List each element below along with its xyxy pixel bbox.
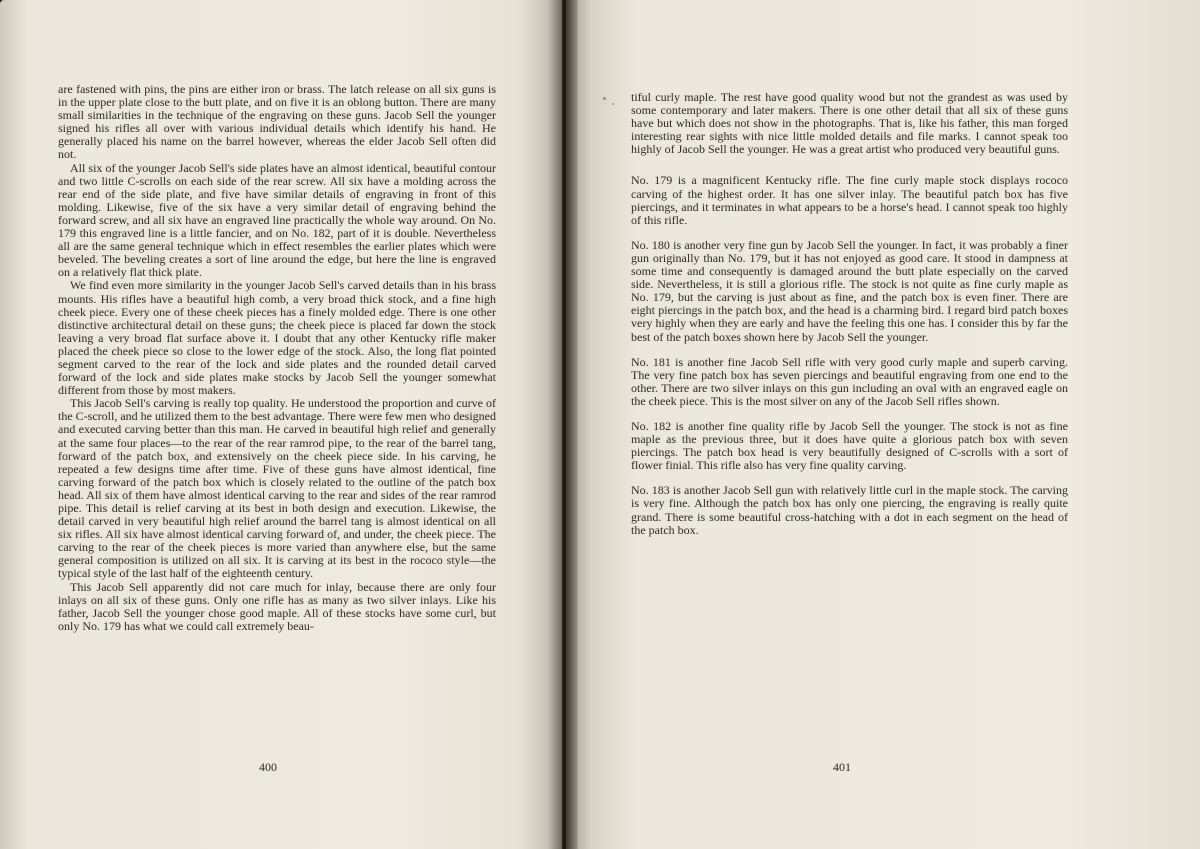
book-gutter (548, 0, 578, 849)
right-page-body (631, 91, 1068, 549)
paragraph: This Jacob Sell apparently did not care much for inlay, because there are only four inlays on all six of these guns. Only one rifle has as many as two silver inlays. Like his father, Jacob Sell the younger chose good maple. All of these stocks have some curl, but only No. 179 has what we could call extremely beau- (58, 579, 496, 633)
left-page-body (58, 83, 496, 633)
left-page (0, 0, 562, 849)
paper-speck (603, 97, 606, 100)
paragraph: This Jacob Sell's carving is really top quality. He understood the proportion and curve of the C-scroll, and he utilized them to the best advantage. There were few men who designed and executed carving better than this man. He carved in beautiful high relief and generally at the same four places—to the rear of the rear ramrod pipe, to the rear of the barrel tang, forward of the patch box, and extensively on the cheek piece side. In his carving, he repeated a few designs time after time. Five of these guns have almost identical, fine carving forward of the patch box which is closely related to the outline of the patch box head. All six of them have almost identical carving to the rear and sides of the rear ramrod pipe. This detail is relief carving at its best in both design and execution. Likewise, the detail carved in very beautiful high relief around the barrel tang is almost identical on all six rifles. All six have almost identical carving forward of, and under, the cheek piece. The carving to the rear of the cheek pieces is more varied than anywhere else, but the same general composition is utilized on all six. It is carving at its best in the rococo style—the typical style of the last half of the eighteenth century. (58, 396, 496, 581)
paper-speck (612, 103, 614, 105)
paragraph: No. 180 is another very fine gun by Jacob Sell the younger. In fact, it was probably a finer gun originally than No. 179, but it has not enjoyed as good care. It stood in dampness at some time and consequently is damaged around the butt plate especially on the carved side. Nevertheless, it is still a glorious rifle. The stock is not quite as fine curly maple as No. 179, but the carving is just about as fine, and the patch box is even finer. There are eight piercings in the patch box, and the head is a charming bird. I regard bird patch boxes very highly when they are early and have the feeling this one has. I consider this by far the best of the patch boxes shown here by Jacob Sell the younger. (631, 237, 1068, 344)
paragraph: No. 181 is another fine Jacob Sell rifle with very good curly maple and superb carving. The very fine patch box has seven piercings and beautiful engraving from one end to the other. There are two silver inlays on this gun including an oval with an engraved eagle on the cheek piece. This is the most silver on any of the Jacob Sell rifles shown. (631, 354, 1068, 408)
paragraph: are fastened with pins, the pins are either iron or brass. The latch release on all six guns is in the upper plate close to the butt plate, and on five it is an oblong button. There are many small similarities in the technique of the engraving on these guns. Jacob Sell the younger signed his rifles all over with various individual details which identify his hand. He generally placed his name on the barrel however, whereas the elder Jacob Sell often did not. (58, 82, 496, 162)
page-number: 401 (833, 760, 851, 774)
paragraph: tiful curly maple. The rest have good quality wood but not the grandest as was used by some contemporary and later makers. There is one other detail that all six of these guns have but which does not show in the photographs. That is, like his father, this man forged interesting rear sights with nice little molded details and file marks. I cannot speak too highly of Jacob Sell the younger. He was a great artist who produced very beautiful guns. (631, 90, 1068, 157)
paragraph: No. 182 is another fine quality rifle by Jacob Sell the younger. The stock is not as fine maple as the previous three, but it does have quite a glorious patch box with seven piercings. The patch box head is very beautifully designed of C-scrolls with a sort of flower finial. This rifle also has very fine quality carving. (631, 418, 1068, 473)
page-number: 400 (259, 760, 277, 774)
paragraph: We find even more similarity in the younger Jacob Sell's carved details than in his brass mounts. His rifles have a beautiful high comb, a very broad thick stock, and a fine high cheek piece. Every one of these cheek pieces has a finely molded edge. There is one other distinctive architectural detail on these guns; the cheek piece is placed far down the stock leaving a very broad flat surface above it. I doubt that any other Kentucky rifle maker placed the cheek piece so close to the lower edge of the stock. Also, the long flat pointed segment carved to the rear of the lock and side plates and the rounded detail carved forward of the lock and side plates make stocks by Jacob Sell the younger somewhat different from those by most makers. (58, 278, 496, 398)
paragraph: No. 179 is a magnificent Kentucky rifle. The fine curly maple stock displays rococo carving of the highest order. It has one silver inlay. The beautiful patch box has five piercings, and it terminates in what appears to be a horse's head. I cannot speak too highly of this rifle. (631, 173, 1068, 227)
paragraph: All six of the younger Jacob Sell's side plates have an almost identical, beautiful contour and two little C-scrolls on each side of the rear screw. All six have a molding across the rear end of the side plate, and five have similar details of engraving in front of this molding. Likewise, five of the six have a very similar detail of engraving behind the forward screw, and all six have an engraved line practically the whole way around. On No. 179 this engraved line is a little fancier, and on No. 182, part of it is double. Nevertheless all are the same general technique which in effect resembles the earlier plates which were beveled. The beveling creates a sort of line around the edge, but here the line is engraved on a relatively flat thick plate. (58, 160, 496, 280)
paragraph: No. 183 is another Jacob Sell gun with relatively little curl in the maple stock. The carving is very fine. Although the patch box has only one piercing, the engraving is really quite grand. There is some beautiful cross-hatching with a dot in each segment on the head of the patch box. (631, 483, 1068, 537)
